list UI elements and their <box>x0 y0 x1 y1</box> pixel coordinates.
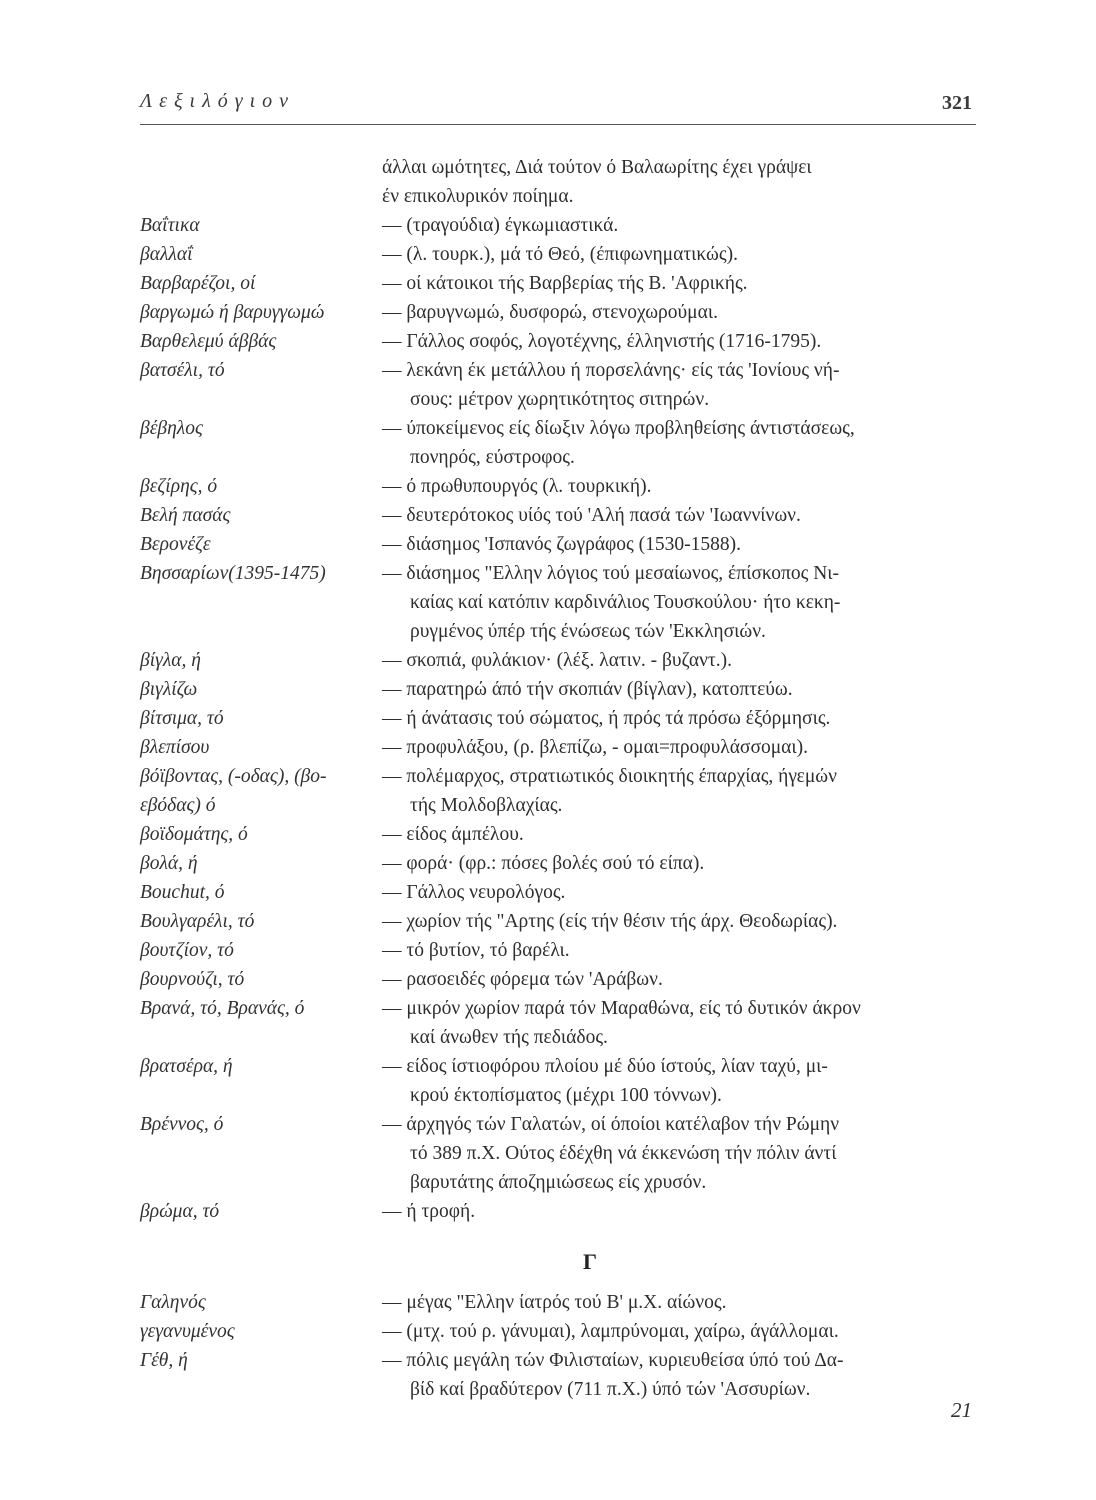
entry-definition <box>382 762 980 820</box>
entry-definition <box>382 1052 980 1110</box>
definition-line: ρυγμένος ύπέρ τής ένώσεως τών 'Εκκλησιών. <box>410 621 766 642</box>
definition-line: — σκοπιά, φυλάκιον· (λέξ. λατιν. - βυζαντ.). <box>382 650 733 671</box>
entry-term: Βρέννος, ό <box>140 1114 224 1135</box>
entry-definition <box>382 559 980 646</box>
entry-definition <box>382 501 980 530</box>
entry-term: Bouchut, ό <box>140 882 225 903</box>
entry-term: βουρνούζι, τό <box>140 969 245 990</box>
glossary-entry <box>140 1317 980 1346</box>
glossary-entry <box>140 878 980 907</box>
entry-definition <box>382 646 980 675</box>
definition-line: — ό πρωθυπουργός (λ. τουρκική). <box>382 476 652 497</box>
glossary-entry <box>140 501 980 530</box>
definition-line: — ή άνάτασις τού σώματος, ή πρός τά πρόσω έξόρμησις. <box>382 708 831 729</box>
glossary-entry <box>140 675 980 704</box>
glossary-entries-b <box>140 153 980 1226</box>
definition-line: — είδος άμπέλου. <box>382 824 524 845</box>
glossary-entry <box>140 1346 980 1404</box>
entry-term: βεζίρης, ό <box>140 476 218 497</box>
entry-definition <box>382 965 980 994</box>
entry-term: Βησσαρίων(1395-1475) <box>140 563 326 584</box>
glossary-entry <box>140 849 980 878</box>
entry-term: Γαληνός <box>140 1292 206 1313</box>
glossary-entry <box>140 240 980 269</box>
entry-term: Βαΐτικα <box>140 215 200 236</box>
entry-term: Βερονέζε <box>140 534 211 555</box>
glossary-entry <box>140 1110 980 1197</box>
definition-line: — λεκάνη έκ μετάλλου ή πορσελάνης· είς τάς 'Ιονίους νή- <box>382 360 840 381</box>
glossary-content <box>140 153 980 1404</box>
definition-line: — χωρίον τής "Αρτης (είς τήν θέσιν τής άρχ. Θεοδωρίας). <box>382 911 838 932</box>
definition-line: — πολέμαρχος, στρατιωτικός διοικητής έπαρχίας, ήγεμών <box>382 766 837 787</box>
glossary-entry <box>140 1052 980 1110</box>
definition-line: — ή τροφή. <box>382 1201 476 1222</box>
definition-line: πονηρός, εύστροφος. <box>410 447 575 468</box>
entry-definition <box>382 530 980 559</box>
definition-line: — διάσημος "Ελλην λόγιος τού μεσαίωνος, έπίσκοπος Νι- <box>382 563 840 584</box>
definition-line: τό 389 π.Χ. Ούτος έδέχθη νά έκκενώση τήν πόλιν άντί <box>410 1143 837 1164</box>
entry-term: βιγλίζω <box>140 679 198 700</box>
glossary-entry <box>140 1197 980 1226</box>
entry-definition <box>382 994 980 1052</box>
glossary-entry <box>140 1288 980 1317</box>
page-number: 321 <box>942 92 972 114</box>
glossary-entry <box>140 327 980 356</box>
entry-definition <box>382 211 980 240</box>
definition-line: — μικρόν χωρίον παρά τόν Μαραθώνα, είς τό δυτικόν άκρον <box>382 998 861 1019</box>
definition-line: — διάσημος 'Ισπανός ζωγράφος (1530-1588). <box>382 534 742 555</box>
entry-definition <box>382 240 980 269</box>
definition-line: — άρχηγός τών Γαλατών, οί όποίοι κατέλαβον τήν Ρώμην <box>382 1114 840 1135</box>
glossary-entry <box>140 646 980 675</box>
glossary-entry <box>140 356 980 414</box>
glossary-entry <box>140 559 980 646</box>
definition-line: — (μτχ. τού ρ. γάνυμαι), λαμπρύνομαι, χαίρω, άγάλλομαι. <box>382 1321 839 1342</box>
entry-term: Βρανά, τό, Βρανάς, ό <box>140 998 305 1019</box>
glossary-entry <box>140 907 980 936</box>
definition-line: — προφυλάξου, (ρ. βλεπίζω, - ομαι=προφυλάσσομαι). <box>382 737 808 758</box>
entry-term: βαλλαΐ <box>140 244 193 265</box>
entry-definition <box>382 1346 980 1404</box>
glossary-entry <box>140 530 980 559</box>
entry-definition <box>382 1317 980 1346</box>
entry-definition <box>382 704 980 733</box>
definition-line: — είδος ίστιοφόρου πλοίου μέ δύο ίστούς, λίαν ταχύ, μι- <box>382 1056 828 1077</box>
glossary-entry <box>140 994 980 1052</box>
entry-term: Βαρθελεμύ άββάς <box>140 331 277 352</box>
running-title: Λεξιλόγιον <box>140 90 296 112</box>
definition-line: κρού έκτοπίσματος (μέχρι 100 τόννων). <box>410 1085 722 1106</box>
page-header <box>140 88 976 125</box>
glossary-entry <box>140 733 980 762</box>
entry-definition <box>382 472 980 501</box>
definition-line: — ρασοειδές φόρεμα τών 'Αράβων. <box>382 969 663 990</box>
entry-definition <box>382 936 980 965</box>
entry-definition <box>382 414 980 472</box>
entry-term: γεγανυμένος <box>140 1321 235 1342</box>
entry-term: βαργωμώ ή βαρυγγωμώ <box>140 302 325 323</box>
definition-line: καί άνωθεν τής πεδιάδος. <box>410 1027 608 1048</box>
definition-line: βίδ καί βραδύτερον (711 π.Χ.) ύπό τών 'Ασσυρίων. <box>410 1379 811 1400</box>
entry-definition <box>382 1110 980 1197</box>
definition-line: — (λ. τουρκ.), μά τό Θεό, (έπιφωνηματικώς). <box>382 244 738 265</box>
definition-line: άλλαι ωμότητες, Διά τούτον ό Βαλαωρίτης έχει γράψει <box>382 157 812 178</box>
definition-line: — τό βυτίον, τό βαρέλι. <box>382 940 570 961</box>
entry-definition <box>382 907 980 936</box>
definition-line: — πόλις μεγάλη τών Φιλισταίων, κυριευθείσα ύπό τού Δα- <box>382 1350 844 1371</box>
entry-definition <box>382 1197 980 1226</box>
definition-line: — οί κάτοικοι τής Βαρβερίας τής Β. 'Αφρικής. <box>382 273 748 294</box>
entry-term: Βουλγαρέλι, τό <box>140 911 255 932</box>
definition-line: — βαρυγνωμώ, δυσφορώ, στενοχωρούμαι. <box>382 302 718 323</box>
glossary-entry <box>140 414 980 472</box>
glossary-entry <box>140 965 980 994</box>
entry-definition <box>382 356 980 414</box>
entry-term: βουτζίον, τό <box>140 940 234 961</box>
definition-line: τής Μολδοβλαχίας. <box>410 795 563 816</box>
entry-definition <box>382 878 980 907</box>
entry-term: βόϊβοντας, (-οδας), (βο- εβόδας) ό <box>140 766 327 816</box>
glossary-entry <box>140 298 980 327</box>
glossary-entry <box>140 269 980 298</box>
section-letter: Γ <box>583 1249 597 1274</box>
definition-line: — Γάλλος νευρολόγος. <box>382 882 566 903</box>
entry-term: βλεπίσου <box>140 737 210 758</box>
definition-line: — (τραγούδια) έγκωμιαστικά. <box>382 215 619 236</box>
entry-definition <box>382 327 980 356</box>
definition-line: — μέγας "Ελλην ίατρός τού Β' μ.Χ. αίώνος. <box>382 1292 727 1313</box>
entry-term: βίτσιμα, τό <box>140 708 224 729</box>
entry-term: Βαρβαρέζοι, οί <box>140 273 256 294</box>
glossary-entries-g <box>140 1288 980 1404</box>
entry-term: βοϊδομάτης, ό <box>140 824 248 845</box>
glossary-entry <box>140 704 980 733</box>
entry-term: βολά, ή <box>140 853 198 874</box>
glossary-entry <box>140 820 980 849</box>
definition-line: — φορά· (φρ.: πόσες βολές σού τό είπα). <box>382 853 705 874</box>
entry-term: βρώμα, τό <box>140 1201 220 1222</box>
entry-definition <box>382 298 980 327</box>
entry-definition <box>382 1288 980 1317</box>
glossary-entry <box>140 472 980 501</box>
definition-line: — Γάλλος σοφός, λογοτέχνης, έλληνιστής (1716-1795). <box>382 331 822 352</box>
entry-term: βέβηλος <box>140 418 203 439</box>
definition-line: — δευτερότοκος υίός τού 'Αλή πασά τών 'Ιωαννίνων. <box>382 505 801 526</box>
entry-term: βατσέλι, τό <box>140 360 225 381</box>
entry-term: βρατσέρα, ή <box>140 1056 233 1077</box>
entry-definition <box>382 849 980 878</box>
glossary-entry <box>140 211 980 240</box>
entry-definition <box>382 675 980 704</box>
entry-definition <box>382 269 980 298</box>
definition-line: σους: μέτρον χωρητικότητος σιτηρών. <box>410 389 710 410</box>
glossary-entry <box>140 936 980 965</box>
definition-line: έν επικολυρικόν ποίημα. <box>382 186 574 207</box>
definition-line: βαρυτάτης άποζημιώσεως είς χρυσόν. <box>410 1172 707 1193</box>
glossary-entry <box>140 762 980 820</box>
definition-line: καίας καί κατόπιν καρδινάλιος Τουσκούλου· ήτο κεκη- <box>410 592 841 613</box>
entry-definition <box>382 153 980 211</box>
glossary-entry <box>140 153 980 211</box>
entry-definition <box>382 733 980 762</box>
signature-mark: 21 <box>951 1398 972 1422</box>
definition-line: — παρατηρώ άπό τήν σκοπιάν (βίγλαν), κατοπτεύω. <box>382 679 793 700</box>
entry-term: Γέθ, ή <box>140 1350 188 1371</box>
entry-term: βίγλα, ή <box>140 650 201 671</box>
definition-line: — ύποκείμενος είς δίωξιν λόγω προβληθείσης άντιστάσεως, <box>382 418 855 439</box>
entry-definition <box>382 820 980 849</box>
entry-term: Βελή πασάς <box>140 505 231 526</box>
